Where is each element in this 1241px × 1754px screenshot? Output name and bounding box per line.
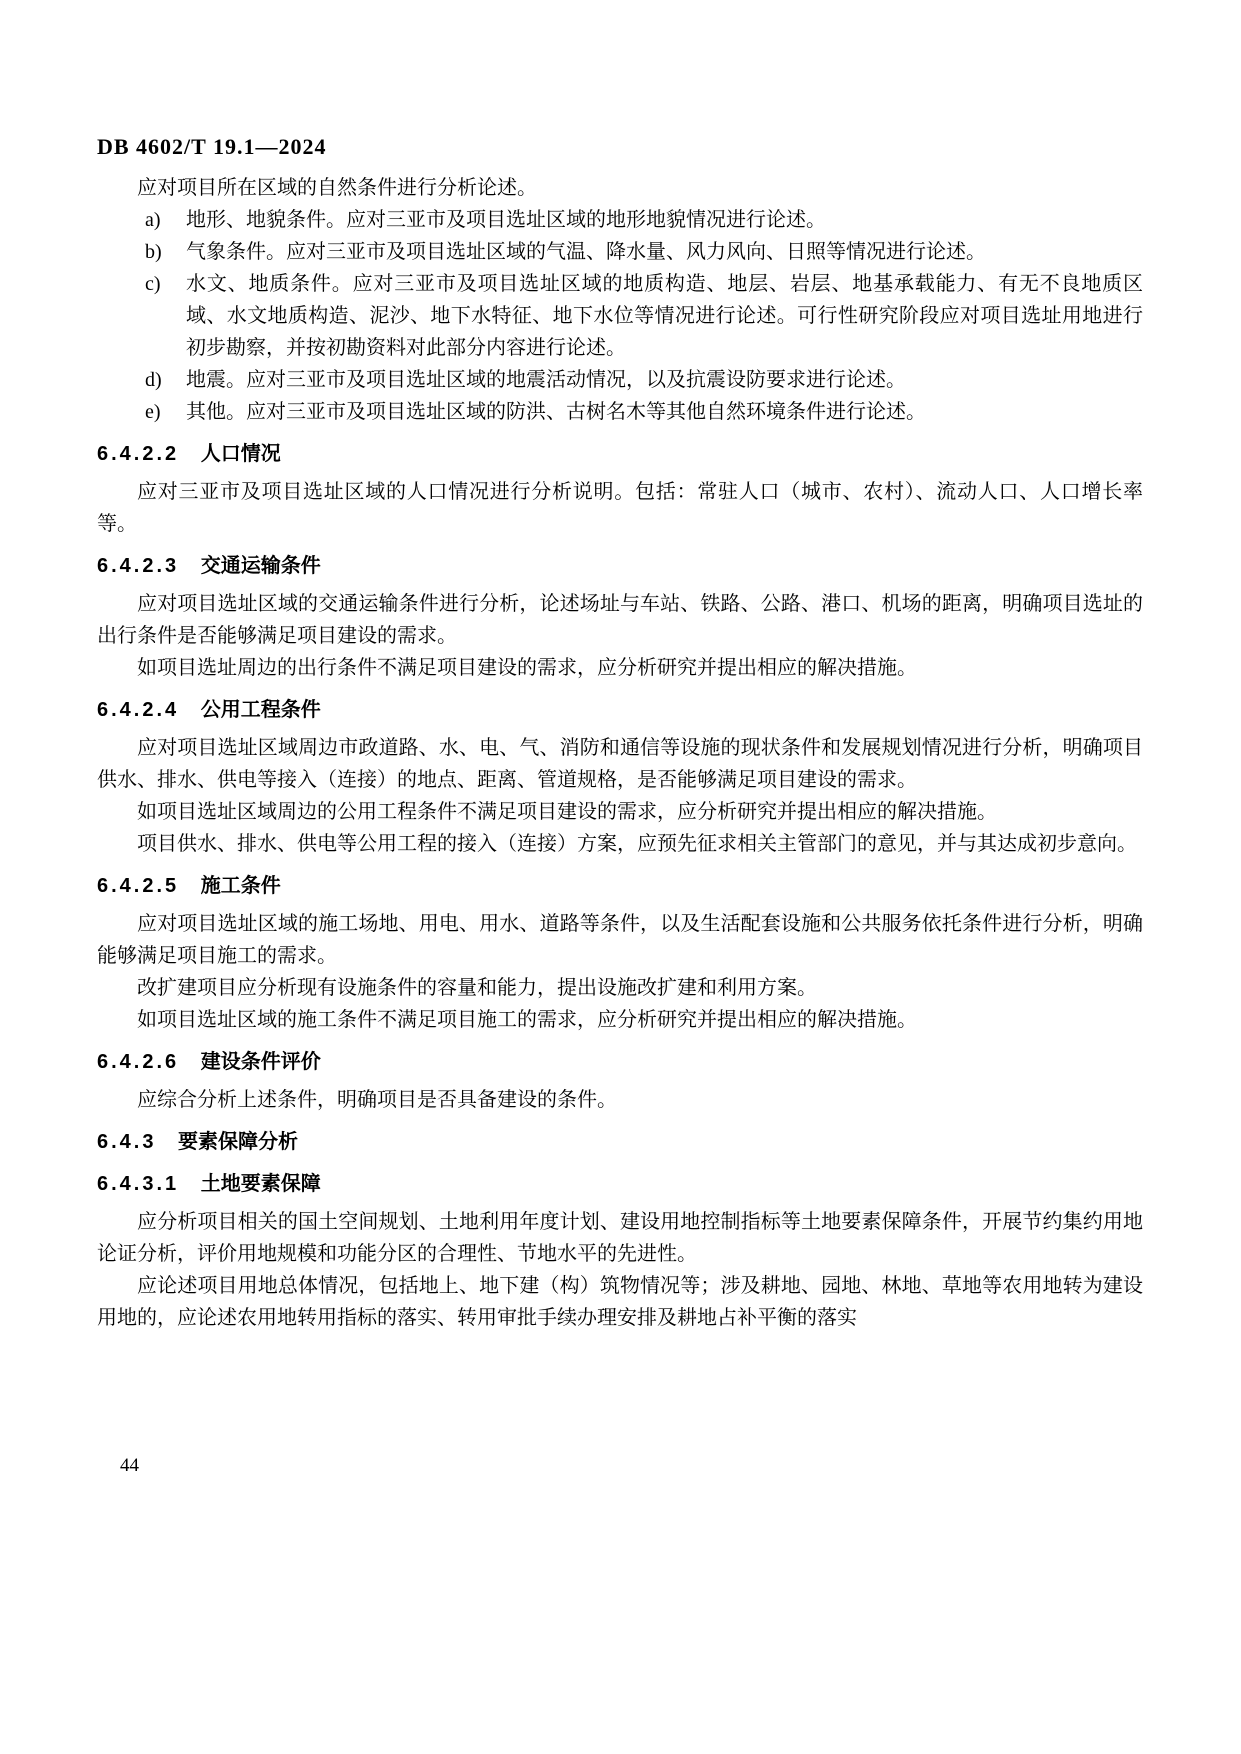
section-heading [97, 870, 1143, 902]
section-title: 要素保障分析 [178, 1131, 299, 1153]
paragraph: 如项目选址区域周边的公用工程条件不满足项目建设的需求，应分析研究并提出相应的解决措施。 [137, 801, 997, 823]
list-marker: b) [145, 241, 162, 263]
intro-lead-paragraph: 应对项目所在区域的自然条件进行分析论述。 [137, 177, 537, 199]
section-number: 6.4.2.6 [97, 1051, 180, 1073]
section-heading [97, 694, 1143, 726]
section-heading [97, 1168, 1143, 1200]
list-marker: d) [145, 369, 162, 391]
section-heading [97, 1126, 1143, 1158]
document-header [97, 134, 326, 160]
section-number: 6.4.2.5 [97, 875, 180, 897]
paragraph: 应对项目选址区域的交通运输条件进行分析，论述场址与车站、铁路、公路、港口、机场的距离，明确项目选址的出行条件是否能够满足项目建设的需求。 [97, 593, 1143, 647]
section-heading [97, 550, 1143, 582]
section-number: 6.4.2.3 [97, 555, 180, 577]
list-item [97, 204, 1143, 236]
list-item [97, 236, 1143, 268]
section-number: 6.4.3.1 [97, 1173, 180, 1195]
section-heading [97, 1046, 1143, 1078]
paragraph: 项目供水、排水、供电等公用工程的接入（连接）方案，应预先征求相关主管部门的意见，并与其达成初步意向。 [137, 833, 1137, 855]
section-title: 公用工程条件 [200, 699, 321, 721]
list-marker: a) [145, 209, 161, 231]
section-title: 交通运输条件 [200, 555, 321, 577]
list-marker: c) [145, 273, 161, 295]
page-number: 44 [120, 1455, 139, 1476]
section-number: 6.4.2.2 [97, 443, 180, 465]
section-title: 人口情况 [200, 443, 281, 465]
section-heading [97, 438, 1143, 470]
paragraph: 应综合分析上述条件，明确项目是否具备建设的条件。 [137, 1089, 617, 1111]
paragraph: 应对项目选址区域的施工场地、用电、用水、道路等条件，以及生活配套设施和公共服务依托条件进行分析，明确能够满足项目施工的需求。 [97, 913, 1143, 967]
document-body [97, 172, 1143, 1334]
list-text: 其他。应对三亚市及项目选址区域的防洪、古树名木等其他自然环境条件进行论述。 [186, 401, 926, 423]
paragraph: 如项目选址周边的出行条件不满足项目建设的需求，应分析研究并提出相应的解决措施。 [137, 657, 917, 679]
list-marker: e) [145, 401, 161, 423]
paragraph: 应对三亚市及项目选址区域的人口情况进行分析说明。包括：常驻人口（城市、农村）、流动人口、人口增长率等。 [97, 481, 1143, 535]
paragraph: 应论述项目用地总体情况，包括地上、地下建（构）筑物情况等；涉及耕地、园地、林地、草地等农用地转为建设用地的，应论述农用地转用指标的落实、转用审批手续办理安排及耕地占补平衡的落实 [97, 1275, 1143, 1329]
paragraph: 应分析项目相关的国土空间规划、土地利用年度计划、建设用地控制指标等土地要素保障条件，开展节约集约用地论证分析，评价用地规模和功能分区的合理性、节地水平的先进性。 [97, 1211, 1143, 1265]
list-text: 地形、地貌条件。应对三亚市及项目选址区域的地形地貌情况进行论述。 [186, 209, 826, 231]
paragraph: 应对项目选址区域周边市政道路、水、电、气、消防和通信等设施的现状条件和发展规划情况进行分析，明确项目供水、排水、供电等接入（连接）的地点、距离、管道规格，是否能够满足项目建设的需求。 [97, 737, 1143, 791]
section-number: 6.4.2.4 [97, 699, 180, 721]
section-title: 施工条件 [200, 875, 281, 897]
document-footer [120, 1455, 139, 1477]
paragraph: 如项目选址区域的施工条件不满足项目施工的需求，应分析研究并提出相应的解决措施。 [137, 1009, 917, 1031]
list-text: 气象条件。应对三亚市及项目选址区域的气温、降水量、风力风向、日照等情况进行论述。 [186, 241, 986, 263]
paragraph: 改扩建项目应分析现有设施条件的容量和能力，提出设施改扩建和利用方案。 [137, 977, 817, 999]
list-text: 水文、地质条件。应对三亚市及项目选址区域的地质构造、地层、岩层、地基承载能力、有无不良地质区域、水文地质构造、泥沙、地下水特征、地下水位等情况进行论述。可行性研究阶段应对项目选址用地进行初步勘察，并按初勘资料对此部分内容进行论述。 [186, 273, 1143, 359]
list-item [97, 364, 1143, 396]
section-title: 建设条件评价 [200, 1051, 321, 1073]
standard-number: DB 4602/T 19.1—2024 [97, 134, 327, 159]
section-number: 6.4.3 [97, 1131, 157, 1153]
list-item [97, 396, 1143, 428]
list-item [97, 268, 1143, 364]
section-title: 土地要素保障 [200, 1173, 321, 1195]
list-text: 地震。应对三亚市及项目选址区域的地震活动情况，以及抗震设防要求进行论述。 [186, 369, 906, 391]
